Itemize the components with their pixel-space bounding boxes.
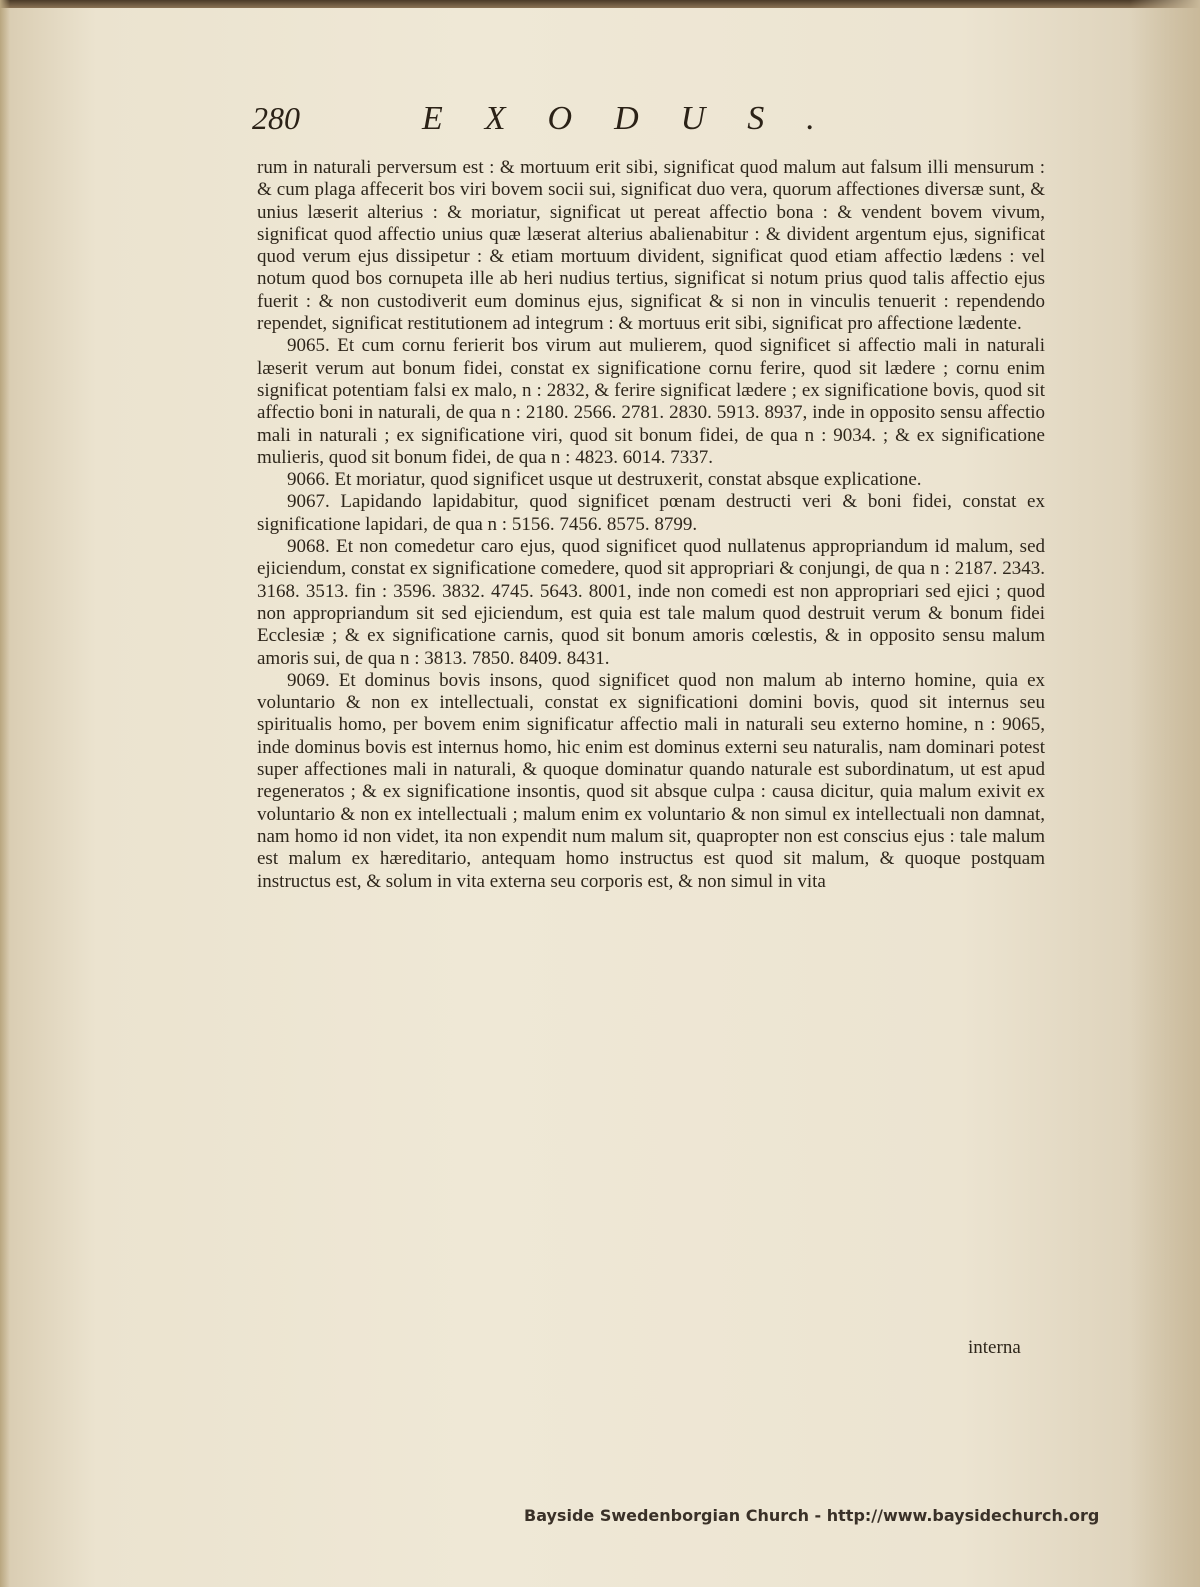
catchword: interna [968, 1337, 1021, 1358]
footer-credit: Bayside Swedenborgian Church - http://www.baysidechurch.org [524, 1506, 1100, 1525]
page-header [252, 100, 1072, 150]
paragraph-9069: 9069. Et dominus bovis insons, quod significet quod non malum ab interno homine, quia ex voluntario & non ex intellectuali, constat ex significationi domini bovis, quod sit internus seu spiritualis homo, per bovem enim significatur affectio mali in naturali seu externo homine, n : 9065, inde dominus bovis est internus homo, hic enim est dominus externi seu naturalis, nam dominari potest super affectiones mali in naturali, & quoque dominatur quando naturale est subordinatum, ut est apud regeneratos ; & ex significatione insontis, quod sit absque culpa : causa dicitur, quia malum exivit ex voluntario & non ex intellectuali ; malum enim ex voluntario & non simul ex intellectuali non damnat, nam homo id non videt, ita non expendit num malum sit, quapropter non est conscius ejus : tale malum est malum ex hæreditario, antequam homo instructus est quod sit malum, & quoque postquam instructus est, & solum in vita externa seu corporis est, & non simul in vita [257, 669, 1045, 892]
running-title: EXODUS. [422, 100, 857, 137]
paragraph-9068: 9068. Et non comedetur caro ejus, quod significet quod nullatenus appropriandum id malum, sed ejiciendum, constat ex significatione comedere, quod sit appropriari & conjungi, de qua n : 2187. 2343. 3168. 3513. fin : 3596. 3832. 4745. 5643. 8001, inde non comedi est non appropriari sed ejici ; quod non appropriandum sit sed ejiciendum, est quia est tale malum quod destruit verum & bonum fidei Ecclesiæ ; & ex significatione carnis, quod sit bonum amoris cœlestis, & in opposito sensu malum amoris sui, de qua n : 3813. 7850. 8409. 8431. [257, 536, 1045, 669]
page-right-edge [1130, 0, 1200, 1587]
page-left-edge [0, 0, 10, 1587]
paragraph-9065: 9065. Et cum cornu ferierit bos virum aut mulierem, quod significet si affectio mali in naturali læserit verum aut bonum fidei, constat ex significatione cornu ferire, quod sit lædere ; cornu enim significat potentiam falsi ex malo, n : 2832, & ferire significat lædere ; ex significatione bovis, quod sit affectio boni in naturali, de qua n : 2180. 2566. 2781. 2830. 5913. 8937, inde in opposito sensu affectio mali in naturali ; ex significatione viri, quod sit bonum fidei, de qua n : 9034. ; & ex significatione mulieris, quod sit bonum fidei, de qua n : 4823. 6014. 7337. [257, 335, 1045, 468]
body-text [257, 157, 1045, 893]
page-top-edge [0, 0, 1200, 8]
paragraph-9066: 9066. Et moriatur, quod significet usque ut destruxerit, constat absque explicatione. [287, 469, 922, 491]
paragraph-9067: 9067. Lapidando lapidabitur, quod significet pœnam destructi veri & boni fidei, constat ex significatione lapidari, de qua n : 5156. 7456. 8575. 8799. [257, 491, 1045, 535]
paragraph-continuation: rum in naturali perversum est : & mortuum erit sibi, significat quod malum aut falsum illi mensurum : & cum plaga affecerit bos viri bovem socii sui, significat duo vera, quorum affectiones diversæ sunt, & unius læserit alterius : & moriatur, significat ut pereat affectio bona : & vendent bovem vivum, significat quod affectio unius quæ læserat alterius abalienabitur : & divident argentum ejus, significat quod verum ejus dissipetur : & etiam mortuum divident, significat quod etiam affectio lædens : vel notum quod bos cornupeta ille ab heri nudius tertius, significat si notum prius quod talis affectio ejus fuerit : & non custodiverit eum dominus ejus, significat & si non in vinculis tenuerit : rependendo rependet, significat restitutionem ad integrum : & mortuus erit sibi, significat pro affectione lædente. [257, 157, 1045, 335]
page-number: 280 [252, 100, 300, 136]
